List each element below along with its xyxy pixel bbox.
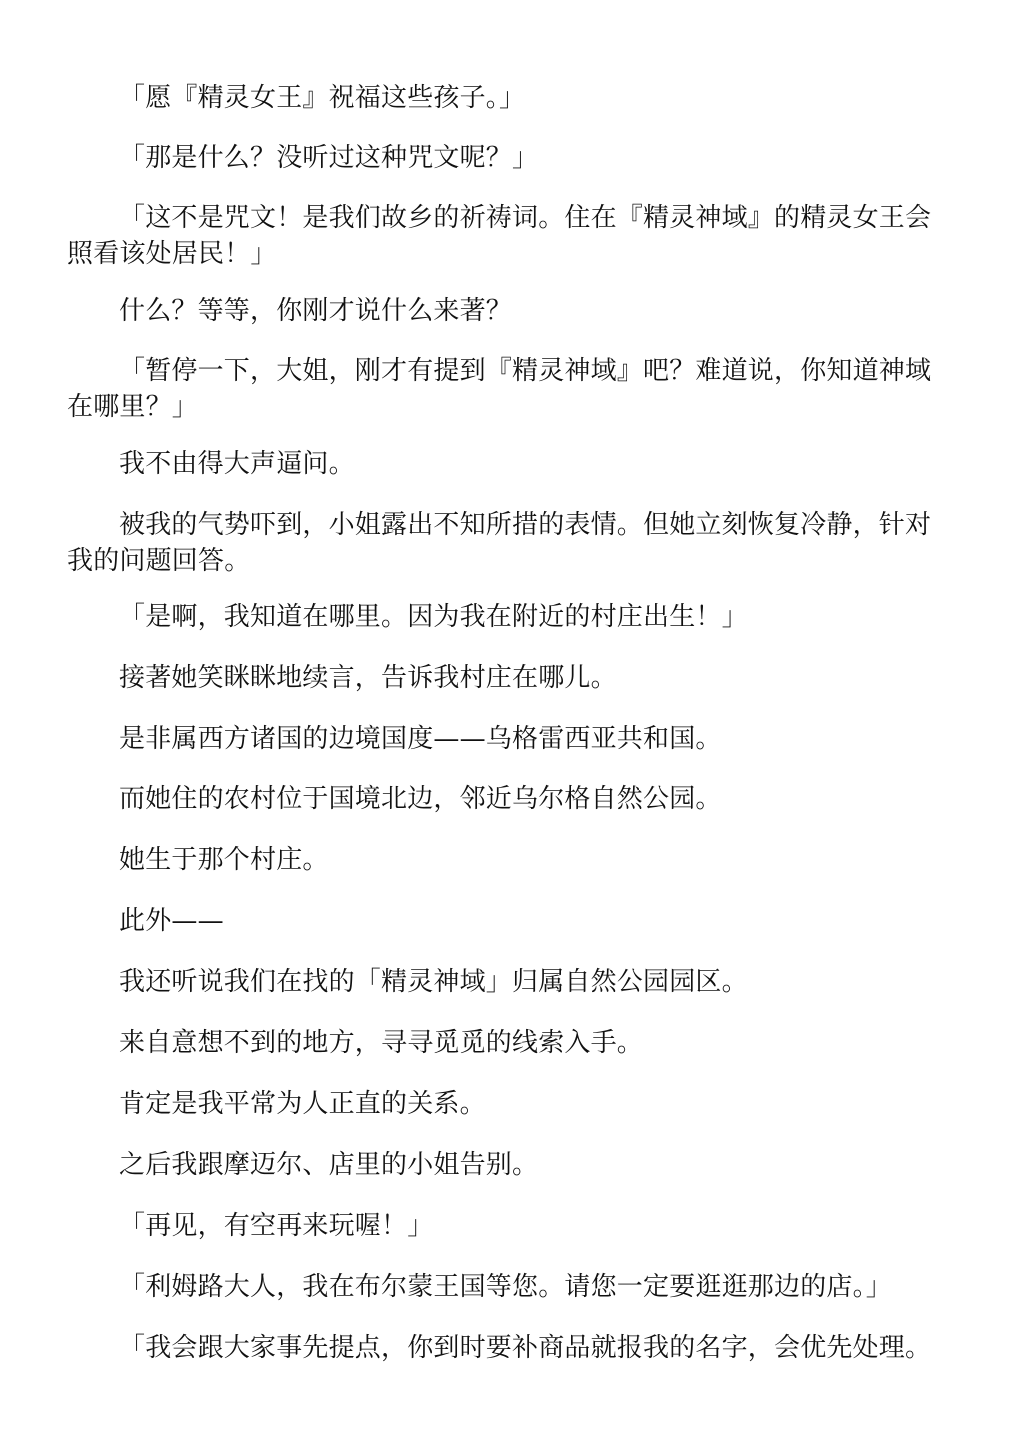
paragraph: 是非属西方诸国的边境国度——乌格雷西亚共和国。 — [119, 724, 722, 754]
paragraph: 来自意想不到的地方，寻寻觅觅的线索入手。 — [119, 1028, 644, 1058]
paragraph: 「利姆路大人，我在布尔蒙王国等您。请您一定要逛逛那边的店。」 — [119, 1272, 893, 1302]
paragraph: 「是啊，我知道在哪里。因为我在附近的村庄出生！」 — [119, 602, 748, 632]
paragraph: 「愿『精灵女王』祝福这些孩子。」 — [119, 83, 526, 113]
paragraph: 「再见，有空再来玩喔！」 — [119, 1211, 434, 1241]
paragraph: 「暂停一下，大姐，刚才有提到『精灵神域』吧？难道说，你知道神域在哪里？」 — [67, 356, 932, 422]
paragraph: 我还听说我们在找的「精灵神域」归属自然公园园区。 — [119, 967, 748, 997]
paragraph: 她生于那个村庄。 — [119, 845, 329, 875]
paragraph: 而她住的农村位于国境北边，邻近乌尔格自然公园。 — [119, 784, 722, 814]
paragraph: 「我会跟大家事先提点，你到时要补商品就报我的名字，会优先处理。 — [119, 1333, 932, 1363]
paragraph: 什么？等等，你刚才说什么来著？ — [119, 296, 513, 326]
paragraph: 肯定是我平常为人正直的关系。 — [119, 1089, 486, 1119]
paragraph: 「那是什么？没听过这种咒文呢？」 — [119, 143, 539, 173]
paragraph: 我不由得大声逼问。 — [119, 449, 355, 479]
paragraph: 此外—— — [119, 906, 224, 936]
paragraph: 「这不是咒文！是我们故乡的祈祷词。住在『精灵神域』的精灵女王会照看该处居民！」 — [67, 203, 932, 269]
paragraph: 被我的气势吓到，小姐露出不知所措的表情。但她立刻恢复冷静，针对我的问题回答。 — [67, 510, 932, 576]
paragraph: 之后我跟摩迈尔、店里的小姐告别。 — [119, 1150, 539, 1180]
paragraph: 接著她笑眯眯地续言，告诉我村庄在哪儿。 — [119, 663, 617, 693]
